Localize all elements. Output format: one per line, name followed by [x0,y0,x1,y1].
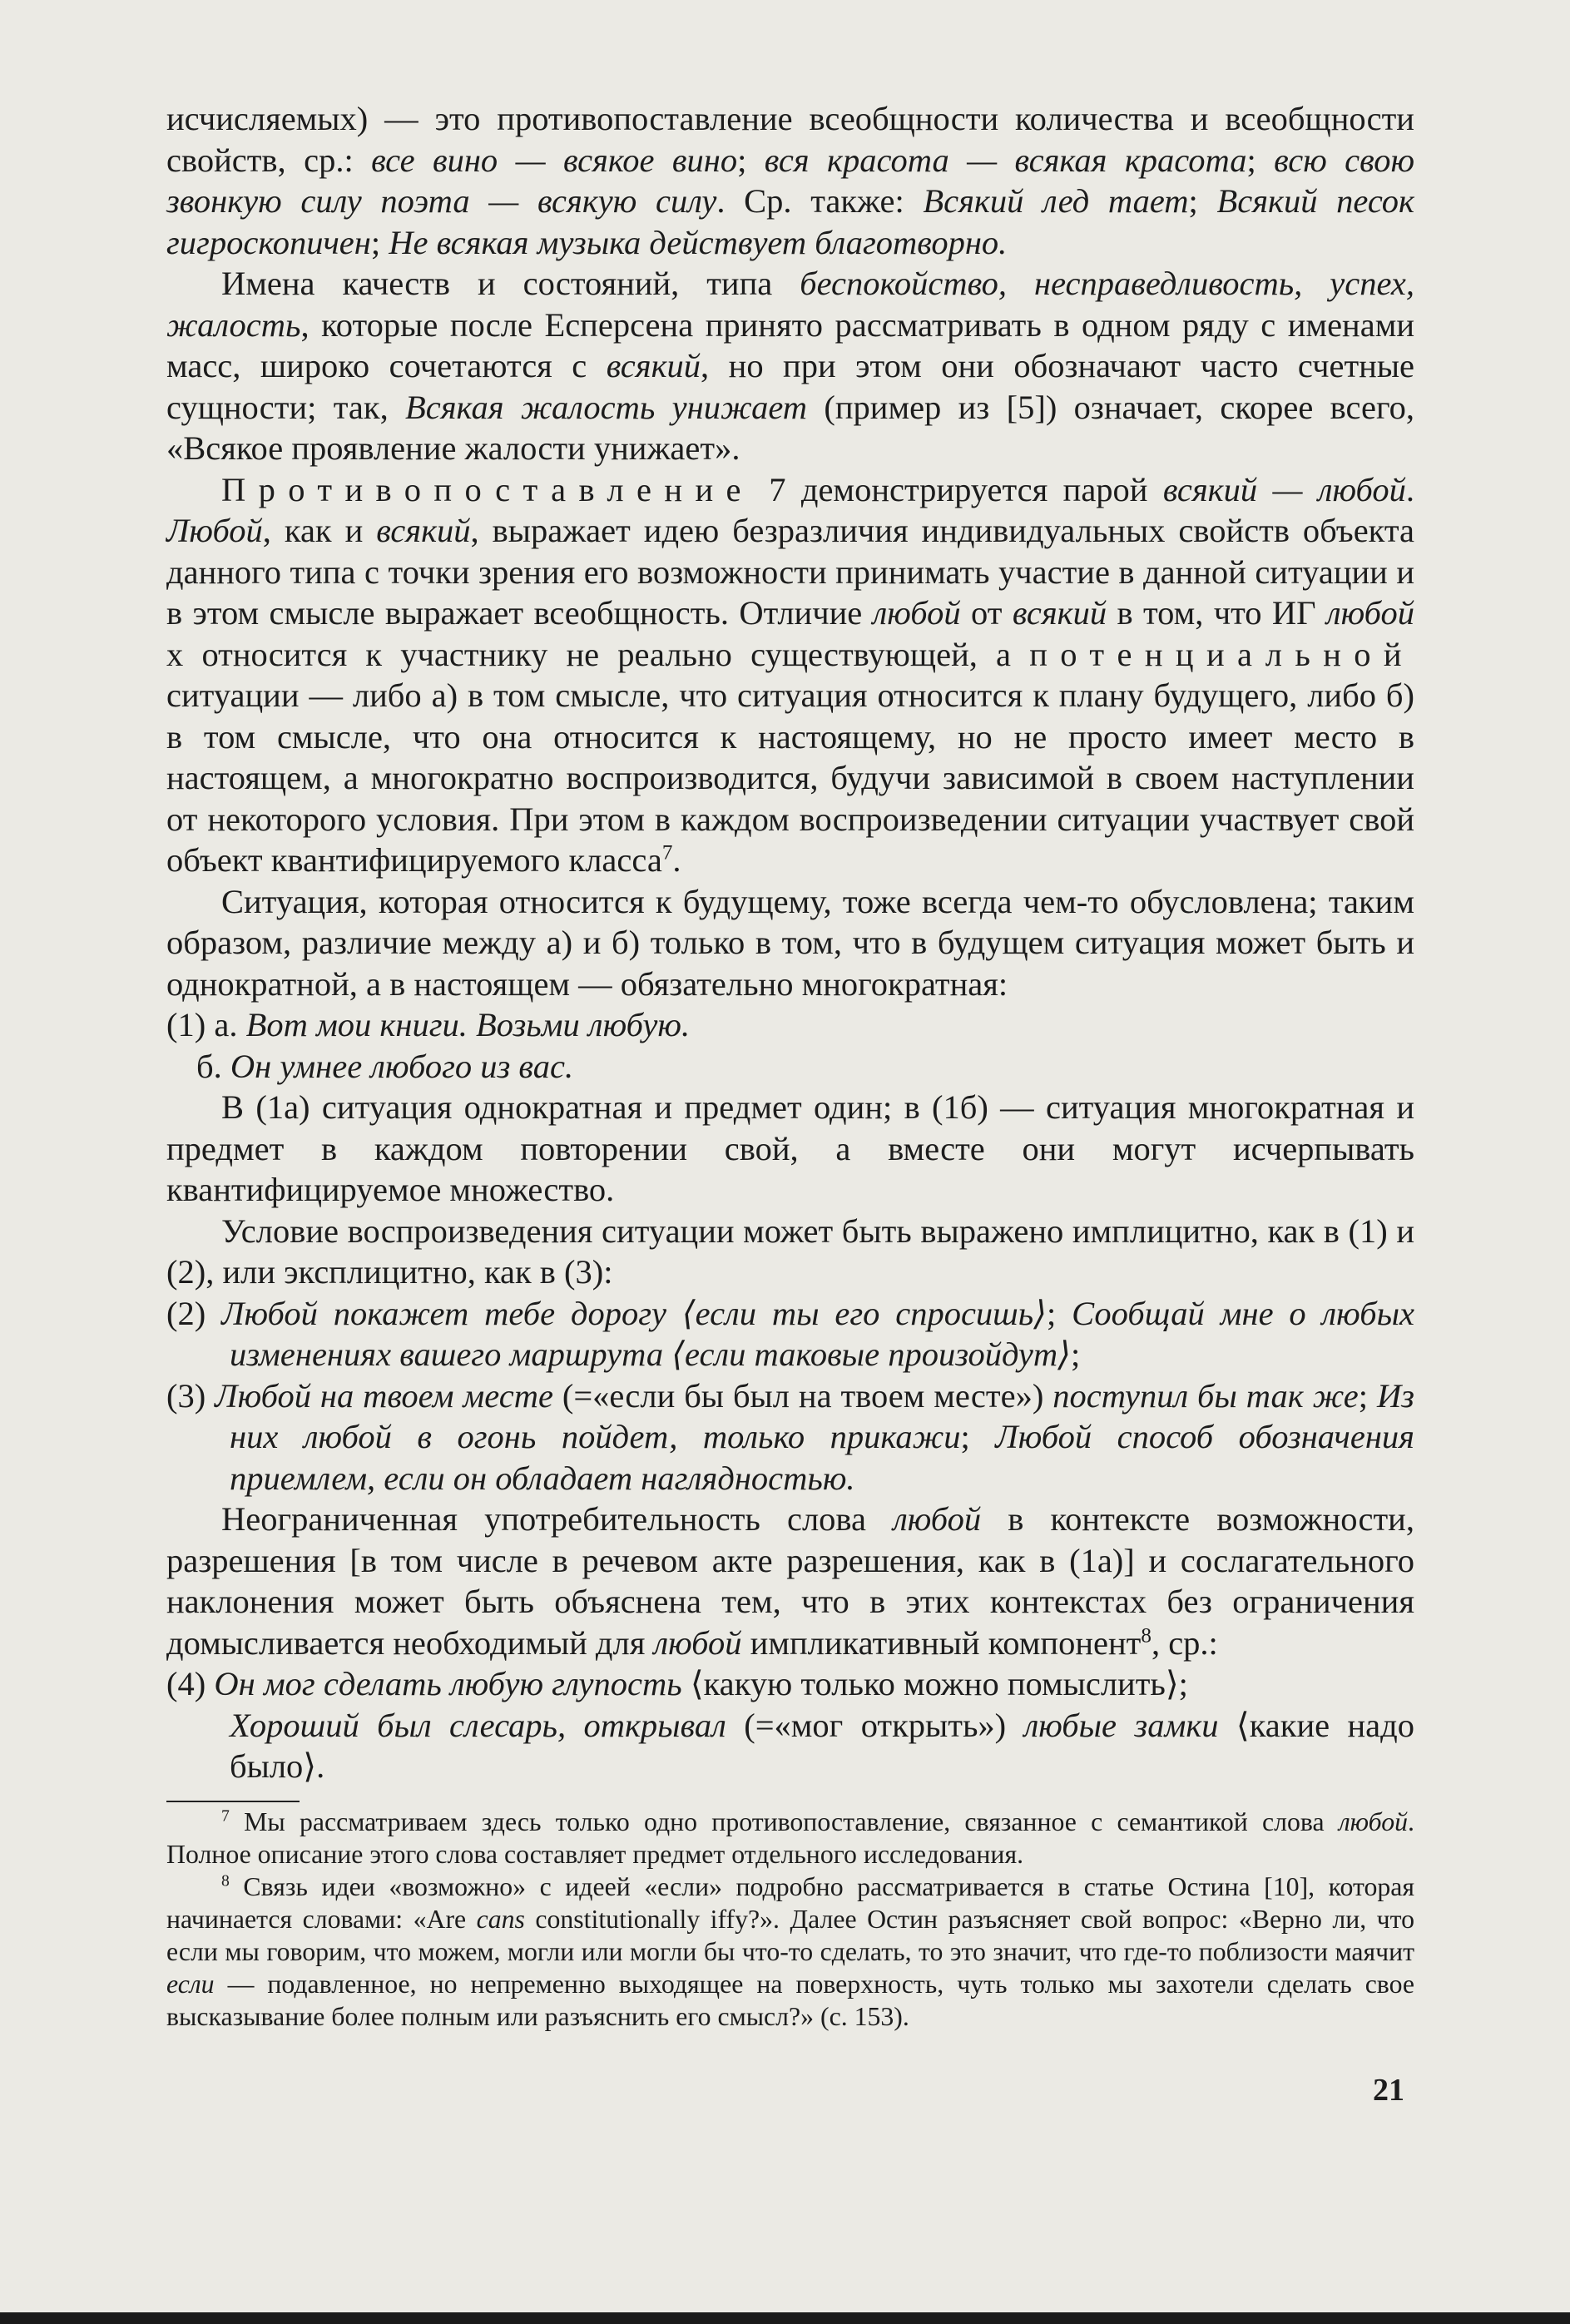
text-run: ; [1358,1376,1377,1415]
italic-term: любой [893,1500,982,1538]
page-number: 21 [1373,2073,1404,2108]
italic-term: всякий [606,347,701,384]
text-run: (пример из [5]) означает, скорее всего, «Всякое проявление жалости унижает». [166,388,1414,467]
italic-term: всякий [376,512,471,549]
example-4-line-1 [166,1663,1414,1705]
text-run: , но при этом они обозначают часто счетные сущности; так, [166,347,1414,426]
example-text: Из них любой в огонь пойдет, только прикажи [230,1376,1414,1455]
text-run: Неограниченная употребительность слова [221,1500,894,1538]
text-run: в том, что ИГ [1107,594,1326,632]
example-text: любые замки [1023,1706,1219,1744]
paragraph-7 [166,1499,1414,1663]
example-3 [166,1375,1414,1499]
text-run: , ср.: [1151,1623,1218,1662]
italic-term: всякий [1012,594,1107,632]
paragraph-6: Условие воспроизведения ситуации может быть выражено имплицитно, как в (1) и (2), или эксплицитно, как в (3): [166,1212,1414,1291]
text-run: , выражает идею безразличия индивидуальных свойств объекта данного типа с точки зрения его возможности принимать участие в данной ситуации и в этом смысле выражает всеобщность. Отличие [166,512,1414,632]
italic-term: cans [476,1905,525,1934]
text-run: ; [960,1418,996,1455]
text-run: ; [1246,141,1275,179]
text-run: от [960,594,1013,632]
text-run: ; [1070,1335,1081,1373]
example-text: Любой на твоем месте [215,1376,553,1415]
example-number: (1) а. [166,1006,246,1043]
italic-example: Всякая жалость унижает [405,388,808,426]
text-run: Имена качеств и состояний, типа [221,265,800,302]
text-run: Связь идеи «возможно» с идеей «если» подробно рассматривается в статье Остина [10], которая начинается словами: «Are [166,1872,1414,1934]
italic-example: Не всякая музыка действует благотворно. [389,223,1008,261]
text-run: (=«если бы был на твоем месте») [552,1376,1053,1415]
spaced-term: потенциальной [1029,635,1414,673]
example-text: Любой покажет тебе дорогу ⟨если ты его спросишь⟩ [221,1294,1047,1332]
text-run: ; [1188,182,1217,220]
text-run: ситуации — либо а) в том смысле, что ситуация относится к плану будущего, либо б) в том смысле, что она относится к настоящему, но не просто имеет место в настоящем, а многократно воспроизводится, будучи зависимой в своем наступлении от некоторого условия. При этом в каждом воспроизведении ситуации участвует свой объект квантифицируемого класса [166,676,1414,879]
footnote-separator [166,1801,300,1802]
example-text: Сообщай мне о любых изменениях вашего маршрута ⟨если таковые произойдут⟩ [230,1294,1414,1373]
example-2 [166,1293,1414,1375]
footnote-ref-8[interactable]: 8 [1141,1624,1151,1647]
text-run: ⟨какую только можно помыслить⟩; [681,1665,1188,1702]
paragraph-3 [166,469,1414,881]
example-1b [166,1046,1414,1088]
example-number: (4) [166,1665,215,1702]
example-text: Хороший был слесарь, открывал [230,1706,726,1744]
italic-term: любой [1325,594,1414,632]
text-run: . [672,841,681,879]
text-run: , как и [262,512,377,549]
text-run: импликативный компонент [741,1623,1142,1662]
footnote-8 [166,1871,1414,2033]
text-run: . Полное описание этого слова составляет предмет отдельного исследования. [166,1807,1414,1869]
example-text: Он мог сделать любую глупость [214,1665,682,1702]
scan-edge [0,2312,1570,2324]
example-number: (2) [166,1294,222,1332]
text-run: Мы рассматриваем здесь только одно противопоставление, связанное с семантикой слова [229,1807,1339,1836]
italic-term: всякий — любой [1162,470,1406,508]
text-run: исчисляемых) — это противопоставление всеобщности количества и всеобщности свойств, ср.: [166,100,1414,179]
text-run: x относится к участнику не реально существующей, а [166,635,1030,673]
italic-example: всю свою звонкую силу поэта — всякую силу [166,141,1414,220]
paragraph-1 [166,98,1414,263]
footnote-marker: 7 [221,1806,230,1826]
italic-example: все вино — всякое вино [371,141,738,179]
spaced-term: Противопоставление [221,470,754,508]
example-number: б. [196,1047,230,1085]
footnote-ref-7[interactable]: 7 [661,841,673,865]
italic-example: вся красота — всякая красота [764,141,1247,179]
example-1a [166,1004,1414,1046]
example-4-line-2 [166,1705,1414,1787]
text-run: ; [1046,1294,1072,1332]
text-run: в контексте возможности, разрешения [в том числе в речевом акте разрешения, как в (1а)] и сослагательного наклонения может быть объяснена тем, что в этих контекстах без ограничения домысливается необходимый для [166,1500,1414,1662]
footnotes [166,1806,1414,2033]
text-run: . Ср. также: [716,182,924,220]
example-number: (3) [166,1376,215,1415]
italic-term: Любой [166,512,263,549]
text-run: ⟨какие надо было⟩. [230,1706,1415,1785]
text-run: ; [370,223,389,261]
text-run: . [1405,470,1414,508]
italic-term: беспокойство, несправедливость, успех, жалость [166,265,1415,344]
text-run: 7 демонстрируется парой [753,470,1163,508]
main-text [166,98,1414,1787]
example-text: поступил бы так же [1052,1376,1359,1415]
italic-term: любой [653,1623,742,1662]
footnote-marker: 8 [221,1871,230,1890]
footnote-7 [166,1806,1414,1871]
example-text: Любой способ обозначения приемлем, если он обладает наглядностью. [230,1418,1414,1497]
text-run: , которые после Есперсена принято рассматривать в одном ряду с именами масс, широко сочетаются с [166,305,1414,384]
italic-term: если [166,1970,215,1999]
paragraph-2 [166,263,1414,469]
paragraph-5: В (1а) ситуация однократная и предмет один; в (1б) — ситуация многократная и предмет в каждом повторении свой, а вместе они могут исчерпывать квантифицируемое множество. [166,1088,1414,1208]
text-run: (=«мог открыть») [726,1706,1024,1744]
text-run: ; [737,141,765,179]
text-run: — подавленное, но непременно выходящее на поверхность, чуть только мы захотели сделать свое высказывание более полным или разъяснить его смысл?» (с. 153). [166,1970,1414,2031]
example-text: Он умнее любого из вас. [230,1047,574,1085]
italic-term: любой [1338,1807,1409,1836]
example-text: Вот мои книги. Возьми любую. [245,1006,691,1043]
italic-example: Всякий песок гигроскопичен [166,182,1414,261]
paragraph-4: Ситуация, которая относится к будущему, тоже всегда чем-то обусловлена; таким образом, различие между а) и б) только в том, что в будущем ситуация может быть и однократной, а в настоящем — обязательно многократная: [166,882,1414,1003]
italic-term: любой [872,594,961,632]
text-run: constitutionally iffy?». Далее Остин разъясняет свой вопрос: «Верно ли, что если мы говорим, что можем, могли или могли бы что-то сделать, то это значит, что где-то поблизости маячит [166,1905,1414,1966]
italic-example: Всякий лед тает [923,182,1189,220]
